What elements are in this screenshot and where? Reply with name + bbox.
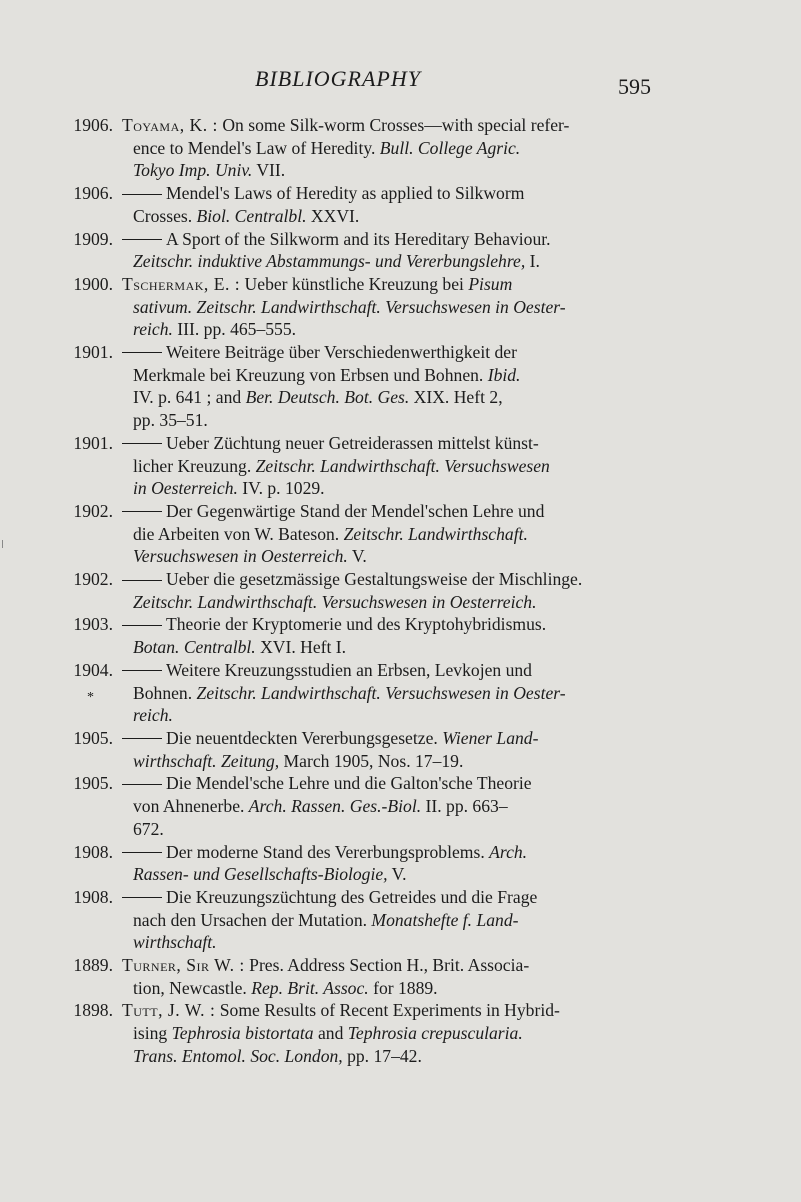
text-segment: and	[313, 1023, 348, 1044]
entry-line	[122, 954, 662, 977]
entry-line	[122, 909, 662, 932]
entry-line	[122, 409, 662, 432]
entry-year: 1908.	[73, 886, 113, 907]
entry-line	[122, 977, 662, 1000]
ditto-dash	[122, 625, 162, 626]
ditto-dash	[122, 738, 162, 739]
text-segment: Pres. Address Section H., Brit. Associa-	[244, 955, 530, 976]
italic-text: Arch.	[489, 841, 528, 862]
entry-year: 1902.	[73, 500, 113, 521]
italic-text: Bull. College Agric.	[379, 137, 521, 158]
ditto-dash	[122, 352, 162, 353]
italic-text: Versuchswesen in Oesterreich.	[133, 546, 348, 567]
text-segment: for 1889.	[368, 977, 438, 998]
entry-line	[122, 999, 662, 1022]
italic-text: Monatshefte f. Land-	[371, 909, 519, 930]
entry-year: 1909.	[73, 228, 113, 249]
entry-line	[122, 159, 662, 182]
text-segment: ence to Mendel's Law of Heredity.	[133, 137, 380, 158]
entry-line	[122, 1022, 662, 1045]
text-segment: Bohnen.	[133, 682, 197, 703]
entry-year: 1905.	[73, 727, 113, 748]
bibliography-entry	[73, 886, 662, 954]
entry-line	[122, 1045, 662, 1068]
italic-text: Tephrosia bistortata	[171, 1023, 314, 1044]
entry-year: 1908.	[73, 841, 113, 862]
text-segment: IV. p. 1029.	[237, 478, 325, 499]
bibliography-entry	[73, 432, 662, 500]
italic-text: Zeitschr. Landwirthschaft. Versuchswesen in Oester-	[196, 682, 566, 703]
entry-line	[122, 659, 662, 682]
italic-text: in Oesterreich.	[133, 478, 238, 499]
bibliography-entry	[73, 659, 662, 727]
entry-line	[122, 455, 662, 478]
entry-line	[122, 228, 662, 251]
entry-line	[122, 931, 662, 954]
italic-text: Wiener Land-	[442, 727, 539, 748]
entry-line	[122, 341, 662, 364]
entry-line	[122, 727, 662, 750]
ditto-dash	[122, 784, 162, 785]
text-segment: Weitere Kreuzungsstudien an Erbsen, Levkojen und	[166, 659, 532, 680]
text-segment: March 1905, Nos. 17–19.	[279, 750, 464, 771]
entry-line	[122, 704, 662, 727]
italic-text: Arch. Rassen. Ges.-Biol.	[248, 796, 422, 817]
italic-text: Ber. Deutsch. Bot. Ges.	[245, 387, 410, 408]
bibliography-entry	[73, 841, 662, 886]
text-segment: pp. 35–51.	[133, 410, 208, 431]
text-segment: Die Kreuzungszüchtung des Getreides und die Frage	[166, 886, 538, 907]
entry-line	[122, 818, 662, 841]
italic-text: Zeitschr. Landwirthschaft. Versuchswesen	[255, 455, 550, 476]
bibliography-entry	[73, 954, 662, 999]
bibliography-entry	[73, 273, 662, 341]
entry-year: 1903.	[73, 614, 113, 635]
entry-line	[122, 273, 662, 296]
text-segment: Die Mendel'sche Lehre und die Galton'sche Theorie	[166, 773, 532, 794]
ditto-dash	[122, 670, 162, 671]
entry-line	[122, 591, 662, 614]
entry-line	[122, 386, 662, 409]
text-segment: Ueber künstliche Kreuzung bei	[240, 273, 469, 294]
author-name: Tschermak, E. :	[122, 273, 241, 294]
italic-text: reich.	[133, 319, 173, 340]
italic-text: Zeitschr. Landwirthschaft. Versuchswesen in Oesterreich.	[133, 591, 537, 612]
italic-text: Zeitschr. Landwirthschaft.	[343, 523, 528, 544]
text-segment: pp. 17–42.	[342, 1045, 422, 1066]
text-segment: Theorie der Kryptomerie und des Kryptohybridismus.	[166, 614, 547, 635]
entry-line	[122, 841, 662, 864]
entry-year: 1902.	[73, 569, 113, 590]
entry-year: 1889.	[73, 955, 113, 976]
text-segment: II. pp. 663–	[421, 796, 508, 817]
text-segment: 672.	[133, 818, 164, 839]
margin-tick	[2, 540, 3, 548]
ditto-dash	[122, 897, 162, 898]
text-segment: Merkmale bei Kreuzung von Erbsen und Bohnen.	[133, 364, 488, 385]
text-segment: V.	[387, 864, 407, 885]
italic-text: Tephrosia crepuscularia.	[347, 1023, 523, 1044]
entry-line	[122, 750, 662, 773]
bibliography-entry	[73, 568, 662, 613]
text-segment: tion, Newcastle.	[133, 977, 252, 998]
ditto-dash	[122, 852, 162, 853]
italic-text: Botan. Centralbl.	[133, 637, 256, 658]
entry-line	[122, 545, 662, 568]
text-segment: III. pp. 465–555.	[172, 319, 297, 340]
italic-text: Ibid.	[487, 364, 521, 385]
author-name: Toyama, K. :	[122, 115, 218, 135]
text-segment: I.	[525, 251, 540, 272]
bibliography-entry	[73, 772, 662, 840]
author-name: Tutt, J. W. :	[122, 1000, 216, 1021]
ditto-dash	[122, 443, 162, 444]
bibliography-entry	[73, 727, 662, 772]
ditto-dash	[122, 511, 162, 512]
ditto-dash	[122, 194, 162, 195]
text-segment: von Ahnenerbe.	[133, 796, 249, 817]
text-segment: Der moderne Stand des Vererbungsproblems.	[166, 841, 490, 862]
bibliography-entry	[73, 114, 662, 182]
ditto-dash	[122, 239, 162, 240]
text-segment: Ueber Züchtung neuer Getreiderassen mittelst künst-	[166, 432, 539, 453]
italic-text: reich.	[133, 705, 173, 726]
running-title: BIBLIOGRAPHY	[255, 66, 421, 91]
entry-line	[122, 795, 662, 818]
italic-text: Rep. Brit. Assoc.	[251, 977, 369, 998]
text-segment: ising	[133, 1023, 172, 1044]
italic-text: Tokyo Imp. Univ.	[133, 160, 253, 181]
ditto-dash	[122, 580, 162, 581]
entry-line	[122, 250, 662, 273]
entry-line	[122, 318, 662, 341]
bibliography-entry	[73, 341, 662, 432]
italic-text: Biol. Centralbl.	[196, 205, 307, 226]
text-segment: Der Gegenwärtige Stand der Mendel'schen Lehre und	[166, 500, 545, 521]
italic-text: Pisum	[468, 273, 513, 294]
entry-line	[122, 682, 662, 705]
bibliography-entries	[73, 114, 662, 1068]
entry-line	[122, 886, 662, 909]
entry-year: 1906.	[73, 183, 113, 204]
text-segment: licher Kreuzung.	[133, 455, 256, 476]
entry-line	[122, 636, 662, 659]
text-segment: A Sport of the Silkworm and its Hereditary Behaviour.	[166, 228, 551, 249]
italic-text: sativum. Zeitschr. Landwirthschaft. Versuchswesen in Oester-	[133, 296, 566, 317]
entry-line	[122, 613, 662, 636]
entry-year: 1898.	[73, 1000, 113, 1021]
text-segment: Ueber die gesetzmässige Gestaltungsweise der Mischlinge.	[166, 569, 583, 590]
text-segment: XVI. Heft I.	[255, 637, 347, 658]
entry-line	[122, 477, 662, 500]
entry-line	[122, 500, 662, 523]
text-segment: Weitere Beiträge über Verschiedenwerthigkeit der	[166, 342, 517, 363]
margin-mark: *	[87, 690, 94, 705]
italic-text: Rassen- und Gesellschafts-Biologie,	[133, 864, 388, 885]
text-segment: die Arbeiten von W. Bateson.	[133, 523, 344, 544]
text-segment: V.	[347, 546, 367, 567]
italic-text: Zeitschr. induktive Abstammungs- und Vererbungslehre,	[133, 251, 526, 272]
text-segment: Crosses.	[133, 205, 197, 226]
entry-line	[122, 114, 662, 137]
entry-year: 1904.	[73, 659, 113, 680]
text-segment: IV. p. 641 ; and	[133, 387, 246, 408]
text-segment: Die neuentdeckten Vererbungsgesetze.	[166, 727, 443, 748]
text-segment: XIX. Heft 2,	[409, 387, 503, 408]
text-segment: VII.	[252, 160, 286, 181]
entry-year: 1901.	[73, 432, 113, 453]
entry-line	[122, 205, 662, 228]
author-name: Turner, Sir W. :	[122, 955, 245, 976]
entry-line	[122, 523, 662, 546]
entry-line	[122, 364, 662, 387]
entry-line	[122, 296, 662, 319]
page-number: 595	[618, 74, 651, 99]
italic-text: Trans. Entomol. Soc. London,	[133, 1045, 343, 1066]
bibliography-entry	[73, 500, 662, 568]
italic-text: wirthschaft. Zeitung,	[133, 750, 280, 771]
entry-year: 1901.	[73, 342, 113, 363]
text-segment: Mendel's Laws of Heredity as applied to Silkworm	[166, 183, 525, 204]
italic-text: wirthschaft.	[133, 932, 217, 953]
bibliography-entry	[73, 228, 662, 273]
text-segment: XXVI.	[306, 205, 360, 226]
entry-year: 1900.	[73, 273, 113, 294]
text-segment: On some Silk-worm Crosses—with special refer-	[217, 115, 570, 135]
bibliography-entry	[73, 999, 662, 1067]
bibliography-entry	[73, 613, 662, 658]
bibliography-entry	[73, 182, 662, 227]
entry-line	[122, 772, 662, 795]
text-segment: nach den Ursachen der Mutation.	[133, 909, 372, 930]
entry-year: 1906.	[73, 115, 113, 135]
entry-line	[122, 568, 662, 591]
entry-line	[122, 863, 662, 886]
entry-line	[122, 432, 662, 455]
entry-line	[122, 182, 662, 205]
entry-line	[122, 137, 662, 160]
text-segment: Some Results of Recent Experiments in Hybrid-	[215, 1000, 560, 1021]
entry-year: 1905.	[73, 773, 113, 794]
